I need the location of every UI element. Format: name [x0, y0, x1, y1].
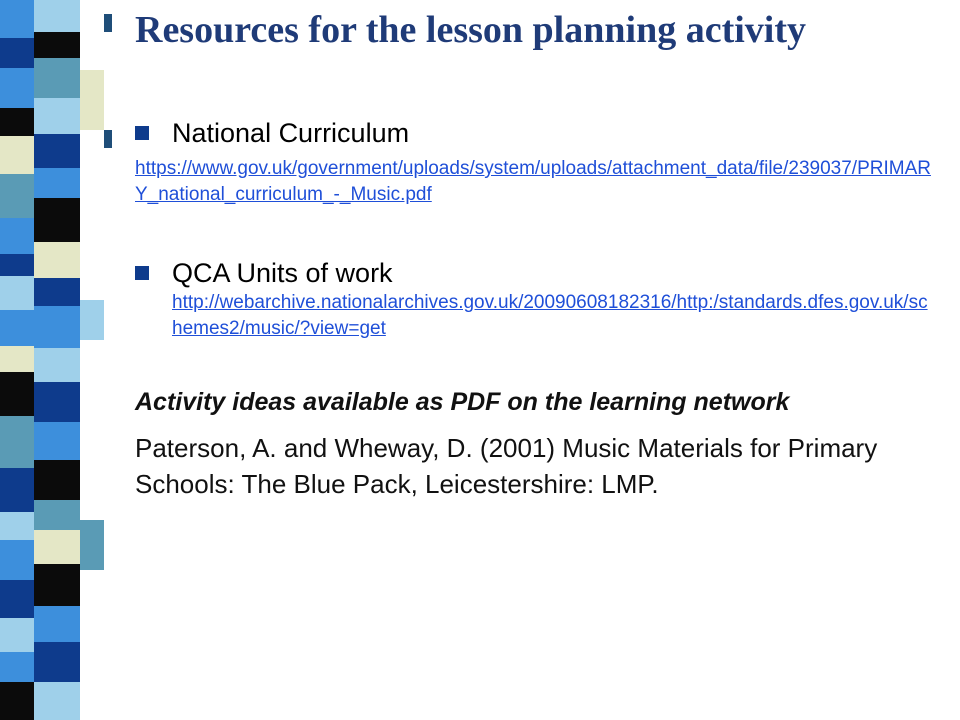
- slide-title: Resources for the lesson planning activity: [135, 9, 806, 51]
- strip-column-inner: [80, 0, 104, 720]
- square-bullet-icon: [135, 126, 149, 140]
- national-curriculum-link[interactable]: https://www.gov.uk/government/uploads/system/uploads/attachment_data/file/239037/PRIMARY_national_curriculum_-_Music.pdf: [135, 158, 931, 205]
- resource-label: National Curriculum: [172, 118, 410, 148]
- square-bullet-icon: [135, 266, 149, 280]
- resource-item-national-curriculum: [135, 116, 935, 208]
- slide-content: [135, 116, 935, 502]
- strip-column-outer: [0, 0, 34, 720]
- body-marker: [104, 130, 112, 148]
- qca-units-link[interactable]: http://webarchive.nationalarchives.gov.uk/20090608182316/http:/standards.dfes.gov.uk/schemes2/music/?view=get: [172, 292, 928, 339]
- decorative-strip: [0, 0, 104, 720]
- resource-item-qca-units: [135, 256, 935, 342]
- title-marker: [104, 14, 112, 32]
- strip-column-middle: [34, 0, 80, 720]
- activity-note: Activity ideas available as PDF on the learning network: [135, 388, 790, 416]
- resource-label: QCA Units of work: [172, 258, 393, 288]
- reference-citation: Paterson, A. and Wheway, D. (2001) Music Materials for Primary Schools: The Blue Pack, Leicestershire: LMP.: [135, 433, 878, 499]
